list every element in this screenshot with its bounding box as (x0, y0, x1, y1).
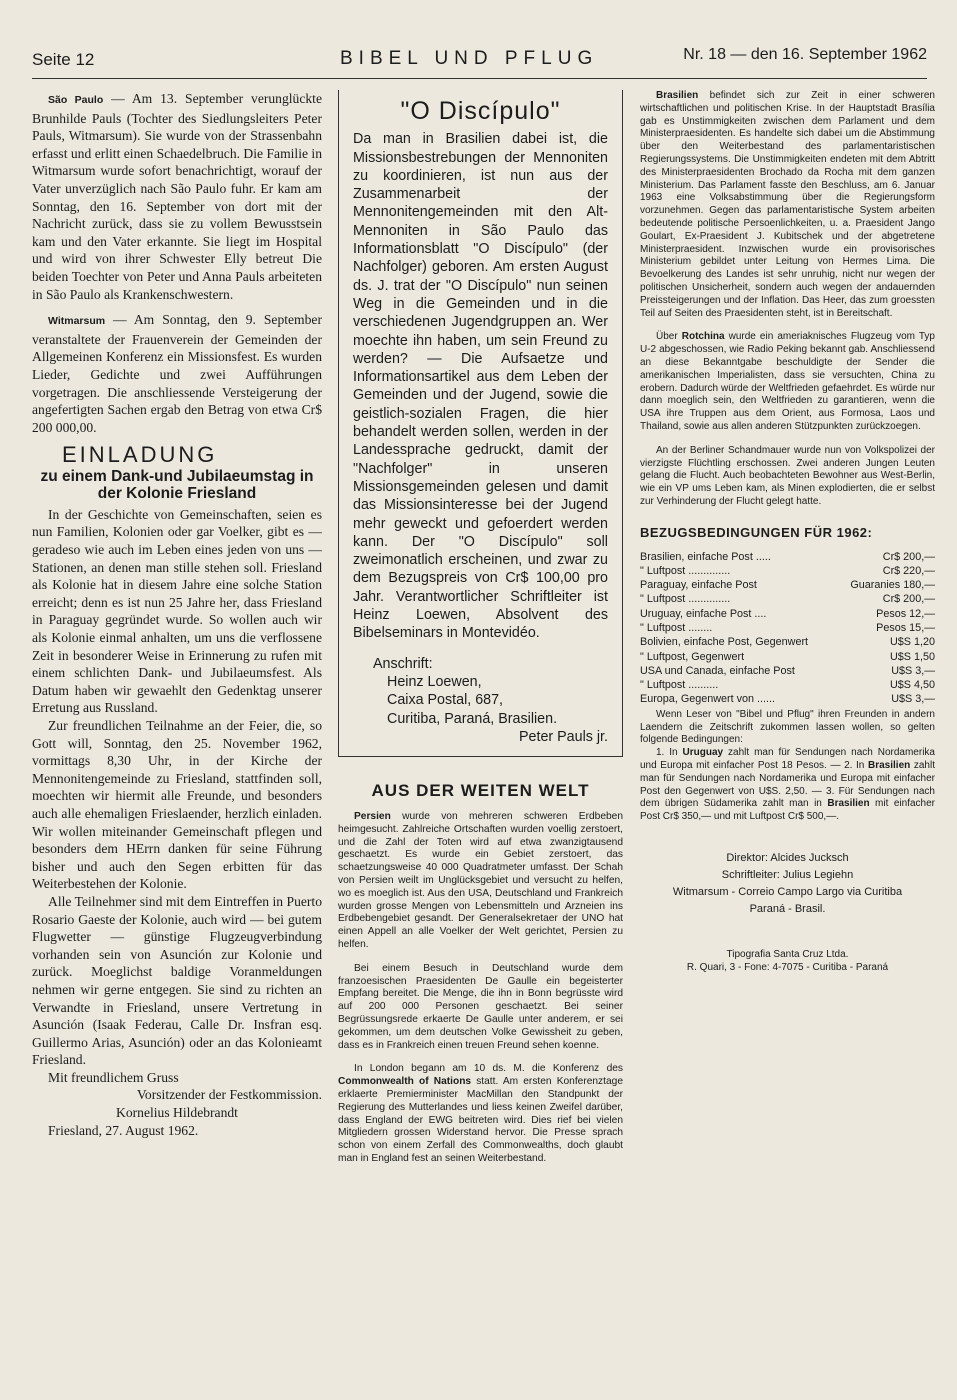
price-value: Cr$ 200,— (882, 550, 935, 563)
price-value: Pesos 15,— (876, 621, 935, 634)
price-row (640, 692, 935, 706)
credit-region: Paraná - Brasil. (749, 902, 826, 915)
weiten-welt-heading: AUS DER WEITEN WELT (371, 781, 590, 801)
news-keyword: Brasilien (656, 90, 699, 101)
news-keyword: Witmarsum (48, 315, 106, 328)
news-london: In London begann am 10 ds. M. die Konferenz des Commonwealth of Nations statt. Am ersten Konferenztage erklaerte Premierminister MacMillan den Standpunkt der Regierung des Mutterlandes und liess keinen Zweifel darüber, dass England der EWG beitreten wird. Dies rief bei vielen Mitgliedern grossen Widerstand hervor. Die Presse sprach schon von einem Zerfall des Commonwealths, doch glaubt man in England fest an seinen Weiterbestand. (338, 1063, 623, 1165)
price-row (640, 592, 935, 606)
news-de-gaulle: Bei einem Besuch in Deutschland wurde dem franzoesischen Praesidenten De Gaulle ein begeisterter Empfang bereitet. Die Menge, die ihn in Bonn begrüsste wird auf 200 000 Personen geschaetzt. Bei seiner Begrüssungsrede erkaerte De Gaulle unter anderem, er sei gekommen, um dem deutschen Volke Gewissheit zu geben, dass es in Frankreich einen treuen Freund sehen koenne. (338, 962, 623, 1051)
page-number: Seite 12 (32, 50, 95, 69)
masthead-title: BIBEL UND PFLUG (340, 48, 599, 69)
signature-name: Kornelius Hildebrandt (116, 1105, 238, 1121)
news-persien: Persien wurde von mehreren schweren Erdbeben heimgesucht. Zahlreiche Ortschaften wurden voellig zerstoert, und die Zahl der Toten wird auf etwa zwanzigtausend geschaetzt. Es wurde ein Gebiet zerstoert, das schaetzungsweise 40 000 Quadratmeter umfasst. Der Schah von Persien weilt im Unglücksgebiet und versucht zu helfen, wo es moeglich ist. Aus den USA, Deutschland und Frankreich wurden grosse Mengen von Lebensmitteln und Arzneien ins Erdbebengebiet gesandt. Der Generalsekretaer der UNO hat einen Appell an alle Voelker der Welt gerichtet, Persien zu helfen. (338, 811, 623, 951)
price-row (640, 650, 935, 664)
price-label: Europa, Gegenwert von ...... (640, 693, 776, 706)
address-line: Heinz Loewen, (387, 673, 482, 690)
news-brasilien: Brasilien befindet sich zur Zeit in einer schweren wirtschaftlichen und politischen Krise. In der Hauptstadt Brasília gab es Unstimmigkeiten zwischen dem Parlament und dem Ministerpraesidenten. Es handelte sich dabei um die Abstimmung über den Weiterbestand des parlamentaristischen Regierungssystems. Die Unstimmigkeiten endeten mit dem Abtritt des Ministerpraesidenten Brochado da Rocha mit dem ganzen Ministerium. Das Parlament fasste den Beschluss, am 6. Januar 1963 eine Volksabstimmung über die Regierungsform vorzunehmen. Gegen das parlamentaristische System arbeiten bedeutende politische Persoenlichkeiten, u. a. Praesident Jango Goulart, Ex-Praesident J. Kubitschek und der abgetretene Ministerpraesident. Inzwischen wurde ein provisorisches Ministerium gebildet unter Leitung von Hermes Lima. Die Bevoelkerung des Landes ist sehr unruhig, nicht nur wegen der politischen Unsicherheit, sondern auch wegen der andauernden Preissteigerungen und der Inflation. Das Heer, das zum groessten Teil auf Seiten des Praesidenten steht, ist in Bereitschaft. (640, 90, 935, 319)
discipulo-box (338, 90, 623, 757)
price-value: Cr$ 220,— (882, 564, 935, 577)
price-row (640, 578, 935, 592)
price-label: " Luftpost ........ (640, 621, 713, 634)
price-row (640, 550, 935, 564)
discipulo-address (373, 655, 608, 728)
bezugsbedingungen-heading: BEZUGSBEDINGUNGEN FÜR 1962: (640, 524, 873, 540)
price-label: Bolivien, einfache Post, Gegenwert (640, 636, 809, 649)
news-keyword: Rotchina (681, 331, 725, 343)
column-right (640, 90, 935, 974)
page-header (32, 42, 927, 79)
price-value: U$S 3,— (891, 664, 935, 677)
price-table (640, 550, 935, 707)
price-value: U$S 1,20 (889, 636, 935, 649)
weiten-welt-news (338, 811, 623, 1166)
price-value: U$S 3,— (891, 693, 935, 706)
discipulo-title: "O Discípulo" (400, 97, 561, 125)
price-row (640, 678, 935, 692)
printer-address: R. Quari, 3 - Fone: 4-7075 - Curitiba - Paraná (686, 961, 889, 973)
bezug-conditions: 1. In Uruguay zahlt man für Sendungen nach Nordamerika und Europa mit einfacher Post 18 Pesos. — 2. In Brasilien zahlt man für Sendungen nach Nordamerika und Europa mit einfacher Post den Gegenwert von U$S. 2,50. — 3. Für Sendungen nach dem übrigen Südamerika zahlt man in Brasilien mit einfacher Post Cr$ 350,— und mit Luftpost Cr$ 500,—. (640, 747, 935, 823)
news-berlin: An der Berliner Schandmauer wurde nun von Volkspolizei der vierzigste Flüchtling erschossen. Zwei anderen Jungen Leuten gelang die Flucht. Auch beobachteten Bewohner aus West-Berlin, wie ein VP ums Leben kam, als Minen explodierten, die er selbst zur Verhinderung der Flucht gelegt hatte. (640, 444, 935, 507)
price-value: U$S 4,50 (889, 679, 935, 692)
news-sao-paulo (32, 90, 322, 303)
printer-name: Tipografia Santa Cruz Ltda. (726, 948, 849, 960)
price-label: " Luftpost .............. (640, 564, 731, 577)
price-value: U$S 1,50 (889, 650, 935, 663)
price-label: " Luftpost .............. (640, 593, 731, 606)
credit-address: Witmarsum - Correio Campo Largo via Curitiba (672, 885, 903, 898)
price-label: Brasilien, einfache Post ..... (640, 550, 771, 563)
news-rotchina: Über Rotchina wurde ein ameriaknisches Flugzeug vom Typ U-2 abgeschossen, wie Radio Peking bekannt gab. Anschliessend an diese Bekanntgabe beschuldigte der Sender die amerikanischen Imperialisten, dass sie versuchten, China zu erobern. Dadurch würde der Weltfrieden gefaehrdet. Es würde nur dann moeglich sein, den Weltfrieden zu garantieren, wenn die USA ihre Truppen aus dem Orient, aus Formosa, Laos und Thailand, sowie aus allen anderen Stützpunkten zurückzoegen. (640, 331, 935, 432)
price-row (640, 607, 935, 621)
einladung-subheading: zu einem Dank-und Jubilaeumstag in der Kolonie Friesland (40, 467, 314, 502)
address-label: Anschrift: (373, 655, 433, 672)
price-label: " Luftpost, Gegenwert (640, 650, 745, 663)
credits (640, 850, 935, 918)
price-label: Uruguay, einfache Post .... (640, 607, 767, 620)
einladung-heading: EINLADUNG (62, 442, 218, 468)
issue-date: Nr. 18 — den 16. September 1962 (683, 46, 927, 63)
signature-role: Vorsitzender der Festkommission. (136, 1087, 322, 1103)
news-keyword: Commonwealth of Nations (338, 1076, 472, 1088)
einladung-paragraph: Alle Teilnehmer sind mit dem Eintreffen in Puerto Rosario Gaeste der Kolonie, auch wird — bei gutem Flugwetter — günstige Flugzeugverbindung vorhanden sein von Asunción zur Kolonie und zurück. Moeglichst baldige Voranmeldungen nehmen wir gerne entgegen. Sie sind zu richten an Verwandte in Friesland, unsere Vertretung in Asunción (Isaak Federau, Calle Dr. Insfran esq. Guillermo Arias, Asunción) oder an das Kolonieamt Friesland. (32, 893, 322, 1068)
column-left (32, 90, 322, 1139)
price-label: USA und Canada, einfache Post (640, 664, 795, 677)
price-value: Guaranies 180,— (850, 579, 935, 592)
price-row (640, 621, 935, 635)
price-value: Pesos 12,— (876, 607, 935, 620)
dateline: Friesland, 27. August 1962. (48, 1122, 199, 1138)
bezug-note: Wenn Leser von "Bibel und Pflug" ihren Freunden in andern Laendern die Zeitschrift zukommen lassen wollen, so gelten folgende Bedingungen: (640, 708, 935, 746)
news-keyword: São Paulo (48, 94, 104, 106)
price-label: " Luftpost .......... (640, 679, 719, 692)
address-line: Caixa Postal, 687, (387, 692, 504, 709)
einladung-greeting: Mit freundlichem Gruss (48, 1069, 179, 1085)
einladung-paragraph: In der Geschichte von Gemeinschaften, seien es nun Familien, Kolonien oder gar Voelker, gibt es — geradeso wie auch im Leben eines jeden von uns — Stationen, an denen man stille stehen soll. Friesland als Kolonie hat in diesem Jahre eine solche Station erreicht; denn es ist nun 25 Jahre her, dass Friesland in Paraguay gegründet wurde. So wollen auch wir als Kolonie einmal anhalten, um uns die verflossene Zeit in besonderer Weise in Erinnerung zu rufen mit einem schlichten Dank- und Jubilaeumsfest. Als Datum haben wir gewaehlt den Gedenktag unserer Erretung aus Russland. (32, 506, 322, 716)
discipulo-signer: Peter Pauls jr. (519, 728, 608, 745)
price-row (640, 664, 935, 678)
price-row (640, 635, 935, 649)
column-middle (338, 90, 623, 1177)
news-keyword: Persien (354, 811, 391, 823)
credit-schriftleiter: Schriftleiter: Julius Legiehn (721, 868, 854, 881)
news-text: — Am 13. September verunglückte Brunhilde Pauls (Tochter des Siedlungsleiters Peter Pauls, Witmarsum). Sie wurde von der Strassenbahn erfasst und erlitt einen Schaedelbruch. Die Familie in Witmarsum wurde sofort benachrichtigt, worauf der Vater unverzüglich nach São Paulo fuhr. Er kam am Sonntag, den 16. September von dort mit der Nachricht zurück, dass sie zu vollem Bewusstsein kam und den Vater erkannte. Sie liegt im Hospital und wird von ihrer Schwester Elly betreut Die beiden Toechter von Peter und Anna Pauls arbeiteten in São Paulo als Krankenschwestern. (32, 91, 322, 302)
credit-direktor: Direktor: Alcides Jucksch (726, 851, 849, 864)
address-line: Curitiba, Paraná, Brasilien. (387, 710, 558, 727)
news-text: — Am Sonntag, den 9. September veranstaltete der Frauenverein der Gemeinden der Allgemeinen Konferenz ein Missionsfest. Es wurden Lieder, Gedichte und zwei Aufführungen vorgetragen. Die anschliessende Versteigerung der angefertigten Sachen ergab den Betrag von etwa Cr$ 200 000,00. (32, 312, 322, 435)
einladung-paragraph: Zur freundlichen Teilnahme an der Feier, die, so Gott will, Sonntag, den 25. November 1962, vormittags 8,30 Uhr, in der Kirche der Mennonitengemeinde zu Friesland, stattfinden soll, moechten wir hiermit alle Freunde, und besonders auch alle ehemaligen Frieslaender, herzlich einladen. Wir wollen miteinander Gemeinschaft pflegen und besonders dem HErrn danken für seine Führung bisher und auch den Segen erbitten für das Weiterbestehen der Kolonie. (32, 718, 322, 892)
printer-imprint (640, 948, 935, 974)
discipulo-body: Da man in Brasilien dabei ist, die Missionsbestrebungen der Mennoniten zu koordinieren, ist nun aus der Zusammenarbeit der Mennonitengemeinden mit den Alt-Mennoniten in São Paulo das Informationsblatt "O Discípulo" (der Nachfolger) geboren. Am ersten August ds. J. trat der "O Discípulo" nun seinen Weg in die Gemeinden und in die verschiedenen Jugendgruppen an. Wer moechte ihn haben, um sein Freund zu werden? — Die Aufsaetze und Informationsartikel aus dem Leben der Gemeinden und der Jugend, sowie die geistlich-sozialen Fragen, die hier behandelt werden sollen, werden in der Landessprache gedruckt, damit der "Nachfolger" in unseren Missionsgemeinden gelesen und damit das Missionsinteresse bei der Jugend mehr geweckt und gefoerdert werden kann. Der "O Discípulo" soll zweimonatlich erscheinen, und zwar zu dem Bezugspreis von Cr$ 100,00 pro Jahr. Verantwortlicher Schriftleiter ist Heinz Loewen, Absolvent des Bibelseminars in Montevidéo. (353, 131, 608, 642)
price-value: Cr$ 200,— (882, 593, 935, 606)
price-label: Paraguay, einfache Post (640, 579, 757, 592)
news-witmarsum (32, 311, 322, 436)
price-row (640, 564, 935, 578)
